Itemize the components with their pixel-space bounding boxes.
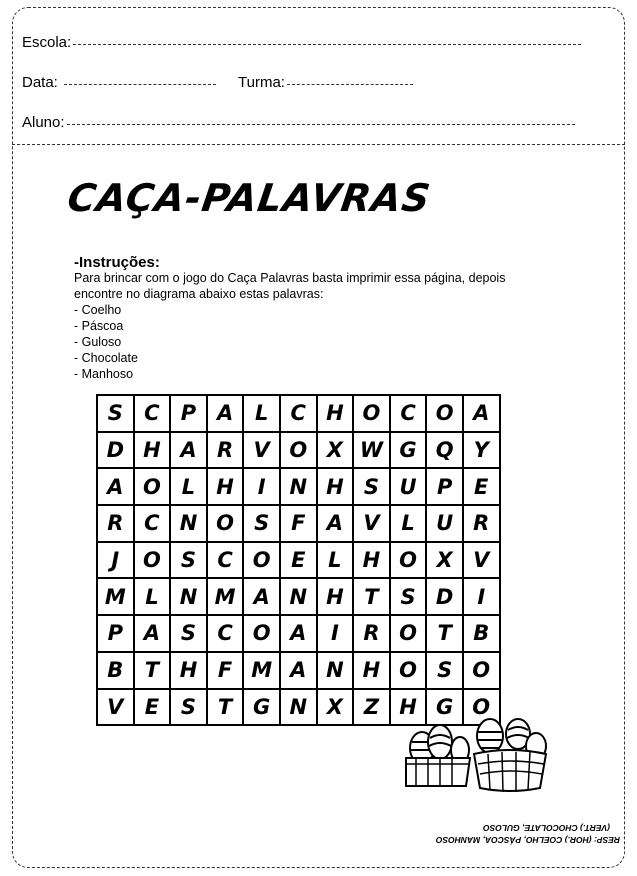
grid-cell[interactable]: H	[208, 469, 245, 506]
data-input-line[interactable]	[64, 84, 216, 85]
grid-cell[interactable]: C	[391, 396, 428, 433]
grid-cell[interactable]: E	[464, 469, 501, 506]
grid-cell[interactable]: O	[281, 433, 318, 470]
grid-cell[interactable]: A	[464, 396, 501, 433]
turma-field	[238, 74, 413, 91]
grid-cell[interactable]: L	[244, 396, 281, 433]
word-item: - Páscoa	[74, 319, 124, 333]
grid-cell[interactable]: H	[318, 396, 355, 433]
grid-cell[interactable]: V	[354, 506, 391, 543]
grid-cell[interactable]: U	[391, 469, 428, 506]
grid-cell[interactable]: P	[98, 616, 135, 653]
aluno-label: Aluno:	[22, 114, 65, 131]
grid-cell[interactable]: O	[391, 543, 428, 580]
grid-cell[interactable]: N	[171, 579, 208, 616]
instructions-heading: -Instruções:	[74, 254, 160, 271]
grid-cell[interactable]: O	[391, 616, 428, 653]
grid-cell[interactable]: I	[464, 579, 501, 616]
grid-cell[interactable]: A	[318, 506, 355, 543]
grid-cell[interactable]: X	[318, 690, 355, 727]
grid-cell[interactable]: P	[427, 469, 464, 506]
data-label: Data:	[22, 74, 58, 91]
grid-cell[interactable]: A	[135, 616, 172, 653]
grid-cell[interactable]: O	[244, 543, 281, 580]
grid-cell[interactable]: S	[171, 543, 208, 580]
grid-cell[interactable]: V	[244, 433, 281, 470]
grid-cell[interactable]: P	[171, 396, 208, 433]
answer-key	[330, 822, 620, 846]
grid-cell[interactable]: H	[135, 433, 172, 470]
grid-cell[interactable]: S	[171, 690, 208, 727]
grid-cell[interactable]: H	[171, 653, 208, 690]
grid-cell[interactable]: S	[98, 396, 135, 433]
aluno-input-line[interactable]	[67, 124, 575, 125]
word-item: - Coelho	[74, 303, 122, 317]
grid-cell[interactable]: A	[98, 469, 135, 506]
grid-cell[interactable]: A	[281, 653, 318, 690]
grid-cell[interactable]: W	[354, 433, 391, 470]
grid-cell[interactable]: O	[135, 543, 172, 580]
grid-cell[interactable]: U	[427, 506, 464, 543]
grid-cell[interactable]: H	[391, 690, 428, 727]
grid-cell[interactable]: M	[98, 579, 135, 616]
grid-cell[interactable]: H	[318, 579, 355, 616]
grid-cell[interactable]: A	[244, 579, 281, 616]
grid-cell[interactable]: F	[208, 653, 245, 690]
grid-cell[interactable]: A	[208, 396, 245, 433]
grid-cell[interactable]: N	[281, 469, 318, 506]
grid-cell[interactable]: L	[135, 579, 172, 616]
turma-input-line[interactable]	[287, 84, 413, 85]
grid-cell[interactable]: V	[98, 690, 135, 727]
grid-cell[interactable]: R	[354, 616, 391, 653]
grid-cell[interactable]: O	[244, 616, 281, 653]
grid-cell[interactable]: G	[244, 690, 281, 727]
word-item: - Manhoso	[74, 367, 134, 381]
word-list	[74, 302, 138, 382]
easter-eggs-basket-icon	[400, 712, 550, 792]
word-item: - Chocolate	[74, 351, 138, 365]
grid-cell[interactable]: C	[135, 506, 172, 543]
grid-cell[interactable]: C	[135, 396, 172, 433]
grid-cell[interactable]: S	[391, 579, 428, 616]
grid-cell[interactable]: M	[208, 579, 245, 616]
grid-cell[interactable]: T	[354, 579, 391, 616]
grid-cell[interactable]: Q	[427, 433, 464, 470]
grid-cell[interactable]: R	[464, 506, 501, 543]
grid-cell[interactable]: O	[354, 396, 391, 433]
grid-cell[interactable]: E	[281, 543, 318, 580]
turma-label: Turma:	[238, 74, 285, 91]
grid-cell[interactable]: S	[427, 653, 464, 690]
grid-cell[interactable]: O	[464, 690, 501, 727]
grid-cell[interactable]: O	[464, 653, 501, 690]
grid-cell[interactable]: C	[208, 543, 245, 580]
grid-cell[interactable]: O	[391, 653, 428, 690]
grid-cell[interactable]: C	[281, 396, 318, 433]
grid-cell[interactable]: H	[318, 469, 355, 506]
grid-cell[interactable]: M	[244, 653, 281, 690]
escola-input-line[interactable]	[73, 44, 581, 45]
word-item: - Guloso	[74, 335, 122, 349]
grid-cell[interactable]: D	[98, 433, 135, 470]
grid-cell[interactable]: Z	[354, 690, 391, 727]
grid-cell[interactable]: T	[427, 616, 464, 653]
grid-cell[interactable]: O	[208, 506, 245, 543]
grid-cell[interactable]: S	[171, 616, 208, 653]
escola-field	[22, 34, 581, 51]
grid-cell[interactable]: X	[318, 433, 355, 470]
word-search-grid	[96, 394, 501, 726]
grid-cell[interactable]: S	[354, 469, 391, 506]
grid-cell[interactable]: O	[135, 469, 172, 506]
grid-cell[interactable]: T	[135, 653, 172, 690]
grid-cell[interactable]: L	[391, 506, 428, 543]
grid-cell[interactable]: S	[244, 506, 281, 543]
grid-cell[interactable]: R	[98, 506, 135, 543]
grid-cell[interactable]: N	[281, 690, 318, 727]
grid-cell[interactable]: H	[354, 653, 391, 690]
grid-cell[interactable]: B	[98, 653, 135, 690]
grid-cell[interactable]: O	[427, 396, 464, 433]
grid-cell[interactable]: R	[208, 433, 245, 470]
grid-cell[interactable]: A	[281, 616, 318, 653]
escola-label: Escola:	[22, 34, 72, 51]
grid-cell[interactable]: N	[281, 579, 318, 616]
grid-cell[interactable]: T	[208, 690, 245, 727]
grid-cell[interactable]: F	[281, 506, 318, 543]
answer-line-1: RESP: (HOR.) COELHO, PÁSCOA, MANHOSO	[435, 835, 620, 845]
grid-cell[interactable]: A	[171, 433, 208, 470]
grid-cell[interactable]: Y	[464, 433, 501, 470]
grid-cell[interactable]: B	[464, 616, 501, 653]
grid-cell[interactable]: G	[391, 433, 428, 470]
grid-cell[interactable]: N	[171, 506, 208, 543]
grid-cell[interactable]: I	[318, 616, 355, 653]
grid-cell[interactable]: N	[318, 653, 355, 690]
grid-cell[interactable]: J	[98, 543, 135, 580]
grid-cell[interactable]: G	[427, 690, 464, 727]
grid-cell[interactable]: V	[464, 543, 501, 580]
grid-cell[interactable]: H	[354, 543, 391, 580]
header-divider	[12, 144, 625, 145]
grid-cell[interactable]: L	[318, 543, 355, 580]
instructions-text: Para brincar com o jogo do Caça Palavras basta imprimir essa página, depois encontre no diagrama abaixo estas palavras:	[74, 271, 506, 301]
data-field	[22, 74, 216, 91]
grid-cell[interactable]: C	[208, 616, 245, 653]
aluno-field	[22, 114, 575, 131]
answer-line-2: (VERT.) CHOCOLATE, GULOSO	[482, 823, 610, 833]
grid-cell[interactable]: D	[427, 579, 464, 616]
grid-cell[interactable]: I	[244, 469, 281, 506]
grid-cell[interactable]: E	[135, 690, 172, 727]
grid-cell[interactable]: X	[427, 543, 464, 580]
page-title: CAÇA-PALAVRAS	[64, 176, 434, 220]
grid-cell[interactable]: L	[171, 469, 208, 506]
